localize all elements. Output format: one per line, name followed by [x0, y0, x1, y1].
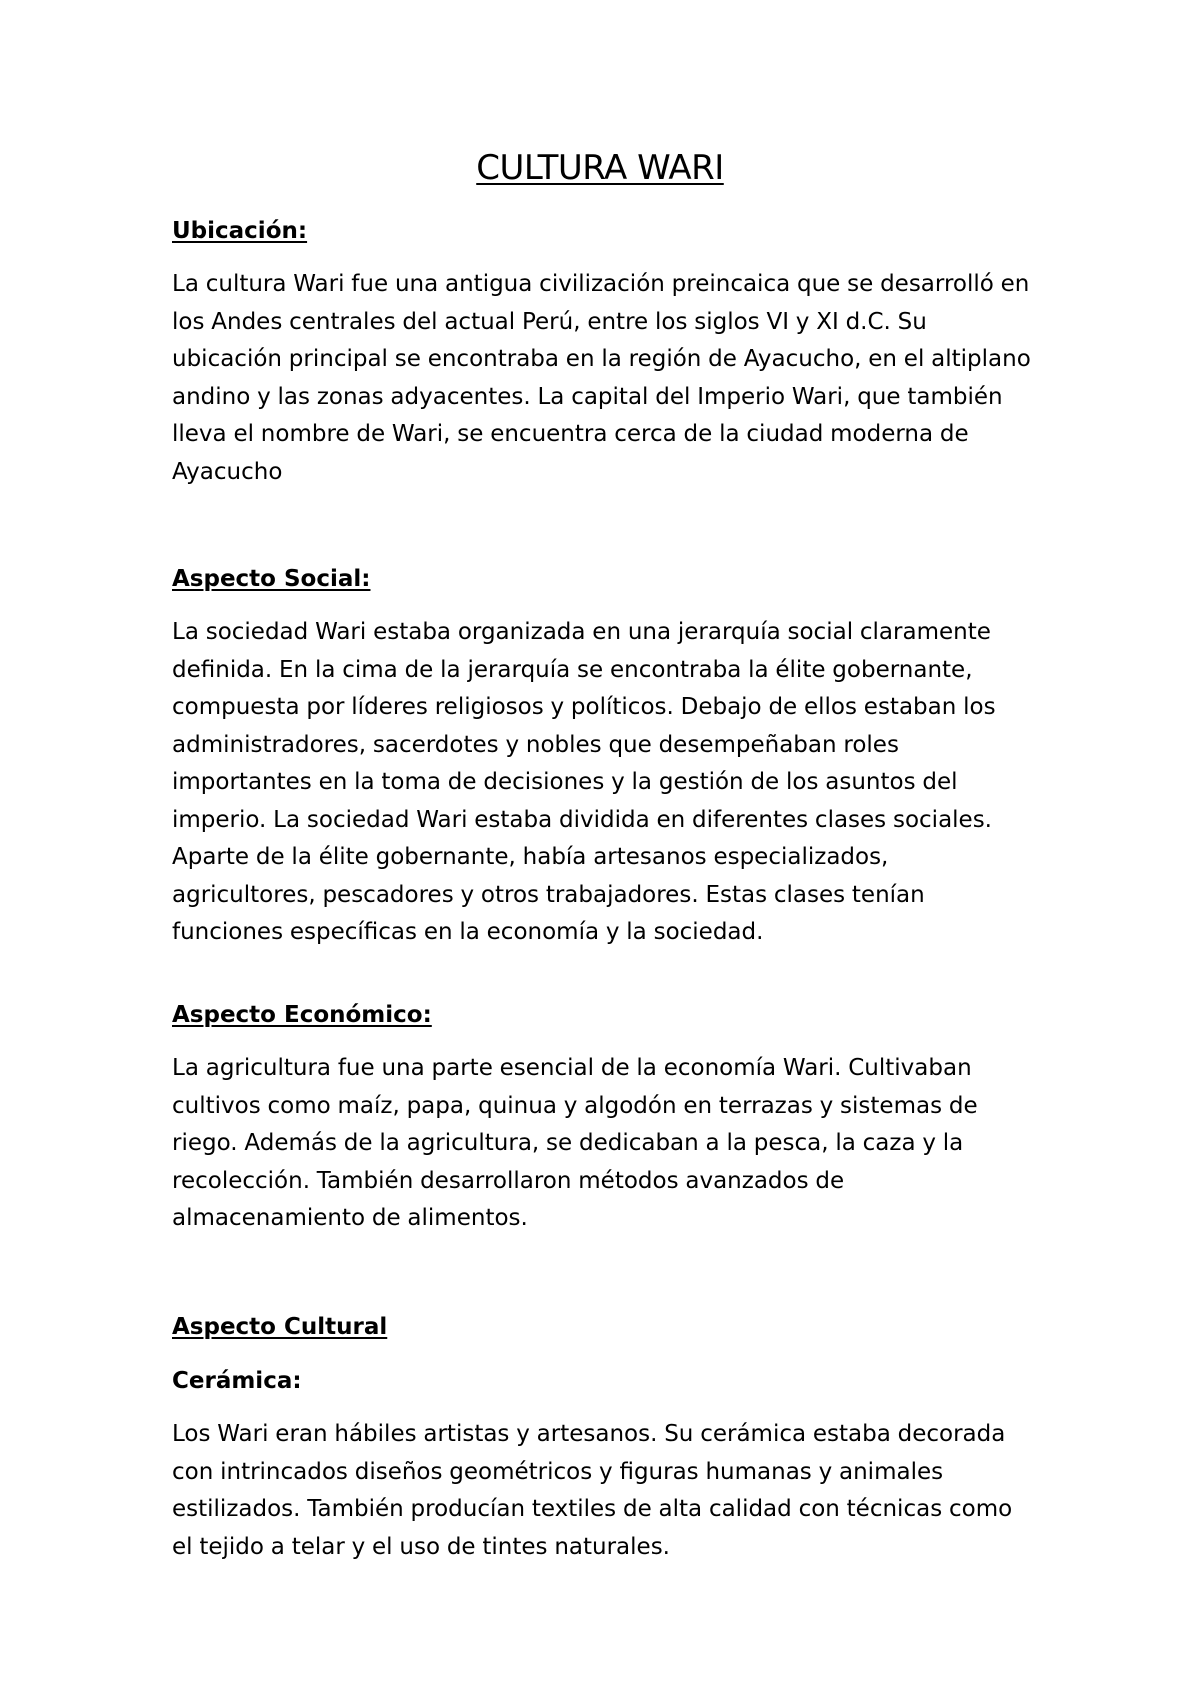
paragraph-line: Ayacucho [172, 458, 283, 485]
paragraph-line: La agricultura fue una parte esencial de la economía Wari. Cultivaban [172, 1055, 972, 1081]
section-heading-economico: Aspecto Económico: [172, 1002, 432, 1028]
paragraph-line: administradores, sacerdotes y nobles que desempeñaban roles [172, 731, 899, 758]
paragraph-line: agricultores, pescadores y otros trabajadores. Estas clases tenían [172, 881, 925, 908]
paragraph-line: La sociedad Wari estaba organizada en una jerarquía social claramente [172, 619, 991, 645]
paragraph-line: estilizados. También producían textiles de alta calidad con técnicas como [172, 1496, 1013, 1522]
paragraph-line: imperio. La sociedad Wari estaba dividida en diferentes clases sociales. [172, 806, 992, 833]
section-paragraph-social [172, 614, 1052, 952]
paragraph-line: los Andes centrales del actual Perú, entre los siglos VI y XI d.C. Su [172, 308, 927, 335]
paragraph-line: lleva el nombre de Wari, se encuentra cerca de la ciudad moderna de [172, 421, 969, 447]
paragraph-line: con intrincados diseños geométricos y figuras humanas y animales [172, 1458, 944, 1485]
paragraph-line: almacenamiento de alimentos. [172, 1205, 528, 1231]
paragraph-line: cultivos como maíz, papa, quinua y algodón en terrazas y sistemas de [172, 1092, 978, 1119]
section-heading-cultural: Aspecto Cultural [172, 1314, 388, 1340]
section-paragraph-ubicacion [172, 266, 1052, 491]
section-paragraph-economico [172, 1050, 1052, 1238]
section-heading-social: Aspecto Social: [172, 566, 371, 592]
paragraph-line: La cultura Wari fue una antigua civilización preincaica que se desarrolló en [172, 271, 1030, 297]
paragraph-line: el tejido a telar y el uso de tintes naturales. [172, 1533, 670, 1560]
paragraph-line: ubicación principal se encontraba en la región de Ayacucho, en el altiplano [172, 346, 1031, 372]
subheading-ceramica: Cerámica: [172, 1368, 302, 1394]
section-heading-ubicacion: Ubicación: [172, 218, 308, 244]
paragraph-line: Los Wari eran hábiles artistas y artesanos. Su cerámica estaba decorada [172, 1421, 1006, 1447]
document-title: CULTURA WARI [476, 148, 724, 188]
paragraph-line: andino y las zonas adyacentes. La capital del Imperio Wari, que también [172, 383, 1003, 410]
paragraph-line: funciones específicas en la economía y la sociedad. [172, 919, 764, 945]
paragraph-line: Aparte de la élite gobernante, había artesanos especializados, [172, 844, 889, 870]
paragraph-line: riego. Además de la agricultura, se dedicaban a la pesca, la caza y la [172, 1130, 964, 1156]
paragraph-line: importantes en la toma de decisiones y la gestión de los asuntos del [172, 769, 958, 795]
paragraph-line: compuesta por líderes religiosos y políticos. Debajo de ellos estaban los [172, 694, 996, 720]
paragraph-line: recolección. También desarrollaron métodos avanzados de [172, 1167, 845, 1194]
paragraph-line: definida. En la cima de la jerarquía se encontraba la élite gobernante, [172, 656, 973, 683]
section-paragraph-ceramica [172, 1416, 1052, 1566]
